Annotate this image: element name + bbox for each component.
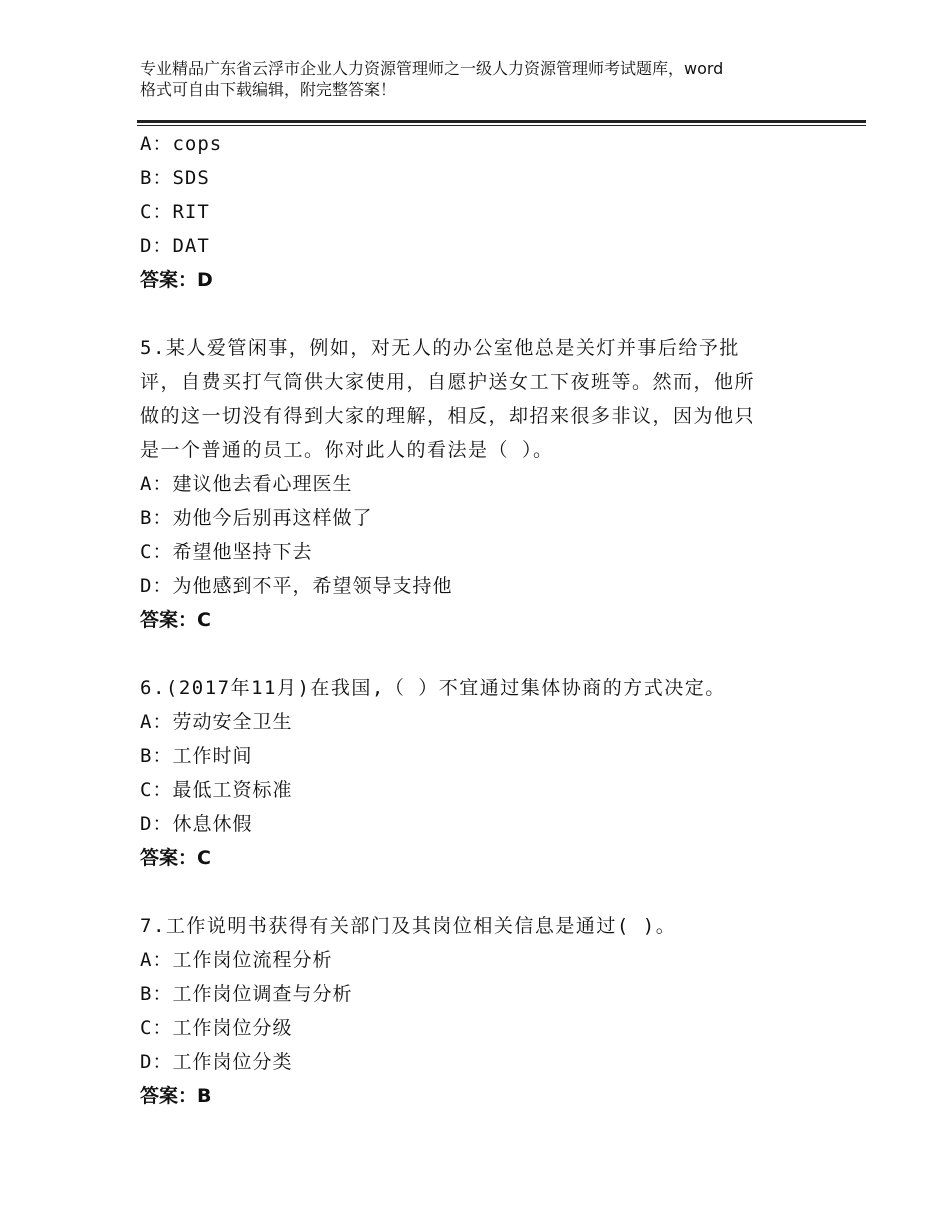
option-c: C：RIT — [140, 201, 210, 223]
option-c: C：工作岗位分级 — [140, 1017, 293, 1039]
question-stem-line: 6.(2017年11月)在我国,（ ）不宜通过集体协商的方式决定。 — [140, 677, 726, 699]
option-d: D：休息休假 — [140, 813, 253, 835]
option-d: D：DAT — [140, 235, 210, 257]
option-a: A：建议他去看心理医生 — [140, 473, 353, 495]
option-c: C：最低工资标准 — [140, 779, 293, 801]
header-rule-thick — [137, 120, 866, 123]
option-b: B：劝他今后别再这样做了 — [140, 507, 373, 529]
spacer — [140, 637, 820, 671]
option-a: A：cops — [140, 133, 223, 155]
option-d: D：工作岗位分类 — [140, 1051, 293, 1073]
header-title-line-2: 格式可自由下载编辑，附完整答案！ — [140, 80, 397, 99]
question-stem-line: 评，自费买打气筒供大家使用，自愿护送女工下夜班等。然而，他所 — [140, 371, 756, 393]
question-stem-line: 5.某人爱管闲事，例如，对无人的办公室他总是关灯并事后给予批 — [140, 337, 740, 359]
question-stem-line: 是一个普通的员工。你对此人的看法是（ ）。 — [140, 439, 554, 461]
option-b: B：工作时间 — [140, 745, 253, 767]
question-stem-line: 7.工作说明书获得有关部门及其岗位相关信息是通过( )。 — [140, 915, 677, 937]
question-list — [140, 127, 820, 1113]
spacer — [140, 297, 820, 331]
spacer — [140, 875, 820, 909]
question-block-4 — [140, 127, 820, 297]
option-b: B：SDS — [140, 167, 210, 189]
question-block-7 — [140, 909, 820, 1113]
option-d: D：为他感到不平，希望领导支持他 — [140, 575, 453, 597]
question-block-5 — [140, 331, 820, 637]
answer-label: 答案：B — [140, 1085, 212, 1107]
question-stem-line: 做的这一切没有得到大家的理解，相反，却招来很多非议，因为他只 — [140, 405, 756, 427]
option-c: C：希望他坚持下去 — [140, 541, 313, 563]
header-title-line-1: 专业精品广东省云浮市企业人力资源管理师之一级人力资源管理师考试题库，word — [140, 59, 724, 78]
header-rule-thin — [137, 125, 866, 126]
document-header — [140, 58, 840, 100]
option-b: B：工作岗位调查与分析 — [140, 983, 353, 1005]
question-block-6 — [140, 671, 820, 875]
option-a: A：工作岗位流程分析 — [140, 949, 333, 971]
answer-label: 答案：C — [140, 847, 211, 869]
answer-label: 答案：D — [140, 269, 213, 291]
option-a: A：劳动安全卫生 — [140, 711, 293, 733]
answer-label: 答案：C — [140, 609, 211, 631]
